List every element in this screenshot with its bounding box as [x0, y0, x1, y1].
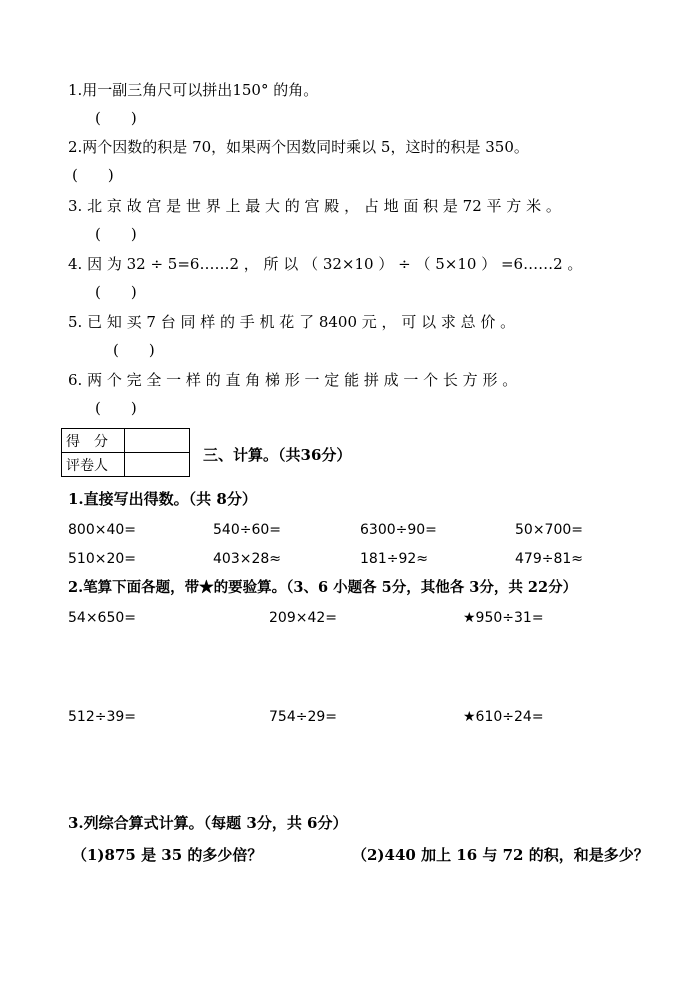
q3-item-2: （2)440 加上 16 与 72 的积，和是多少？	[352, 846, 649, 864]
judge-bracket-2[interactable]: ( )	[72, 166, 114, 184]
judge-bracket-5[interactable]: ( )	[113, 341, 155, 359]
judge-bracket-6[interactable]: ( )	[95, 399, 137, 417]
q2-expr-starred: ★610÷24=	[463, 709, 544, 725]
q2-expr-starred: ★950÷31=	[463, 610, 544, 626]
judge-item-1: 1.用一副三角尺可以拼出150° 的角。	[68, 81, 319, 99]
q1-expr: 540÷60=	[213, 522, 281, 538]
judge-item-5: 5. 已 知 买 7 台 同 样 的 手 机 花 了 8400 元 ， 可 以 求 总 价 。	[68, 313, 516, 331]
reviewer-field[interactable]	[125, 453, 190, 477]
judge-item-2: 2.两个因数的积是 70，如果两个因数同时乘以 5，这时的积是 350。	[68, 138, 529, 156]
judge-bracket-4[interactable]: ( )	[95, 283, 137, 301]
reviewer-label: 评卷人	[62, 453, 125, 477]
q2-expr: 512÷39=	[68, 709, 136, 725]
q1-expr: 800×40=	[68, 522, 136, 538]
q3-title: 3.列综合算式计算。（每题 3分，共 6分）	[68, 814, 348, 832]
q1-expr: 6300÷90=	[360, 522, 437, 538]
q2-expr: 54×650=	[68, 610, 136, 626]
q1-title: 1.直接写出得数。（共 8分）	[68, 490, 257, 508]
q2-expr: 754÷29=	[269, 709, 337, 725]
section-3-title: 三、计算。（共36分）	[203, 446, 352, 464]
q1-expr: 510×20=	[68, 551, 136, 567]
q3-item-1: （1)875 是 35 的多少倍？	[72, 846, 263, 864]
q1-expr: 50×700=	[515, 522, 583, 538]
q1-expr: 403×28≈	[213, 551, 281, 567]
q2-expr: 209×42=	[269, 610, 337, 626]
q1-expr: 181÷92≈	[360, 551, 428, 567]
judge-item-6: 6. 两 个 完 全 一 样 的 直 角 梯 形 一 定 能 拼 成 一 个 长 方 形 。	[68, 371, 518, 389]
judge-bracket-1[interactable]: ( )	[95, 109, 137, 127]
score-label: 得 分	[62, 429, 125, 453]
score-box	[61, 428, 190, 477]
judge-bracket-3[interactable]: ( )	[95, 225, 137, 243]
q2-title: 2.笔算下面各题，带★的要验算。（3、6 小题各 5分，其他各 3分，共 22分）	[68, 579, 578, 596]
judge-item-3: 3. 北 京 故 宫 是 世 界 上 最 大 的 宫 殿 ， 占 地 面 积 是 72 平 方 米 。	[68, 197, 561, 215]
score-field[interactable]	[125, 429, 190, 453]
judge-item-4: 4. 因 为 32 ÷ 5=6……2 ， 所 以 （ 32×10 ） ÷ （ 5×10 ） =6……2 。	[68, 255, 583, 273]
q1-expr: 479÷81≈	[515, 551, 583, 567]
